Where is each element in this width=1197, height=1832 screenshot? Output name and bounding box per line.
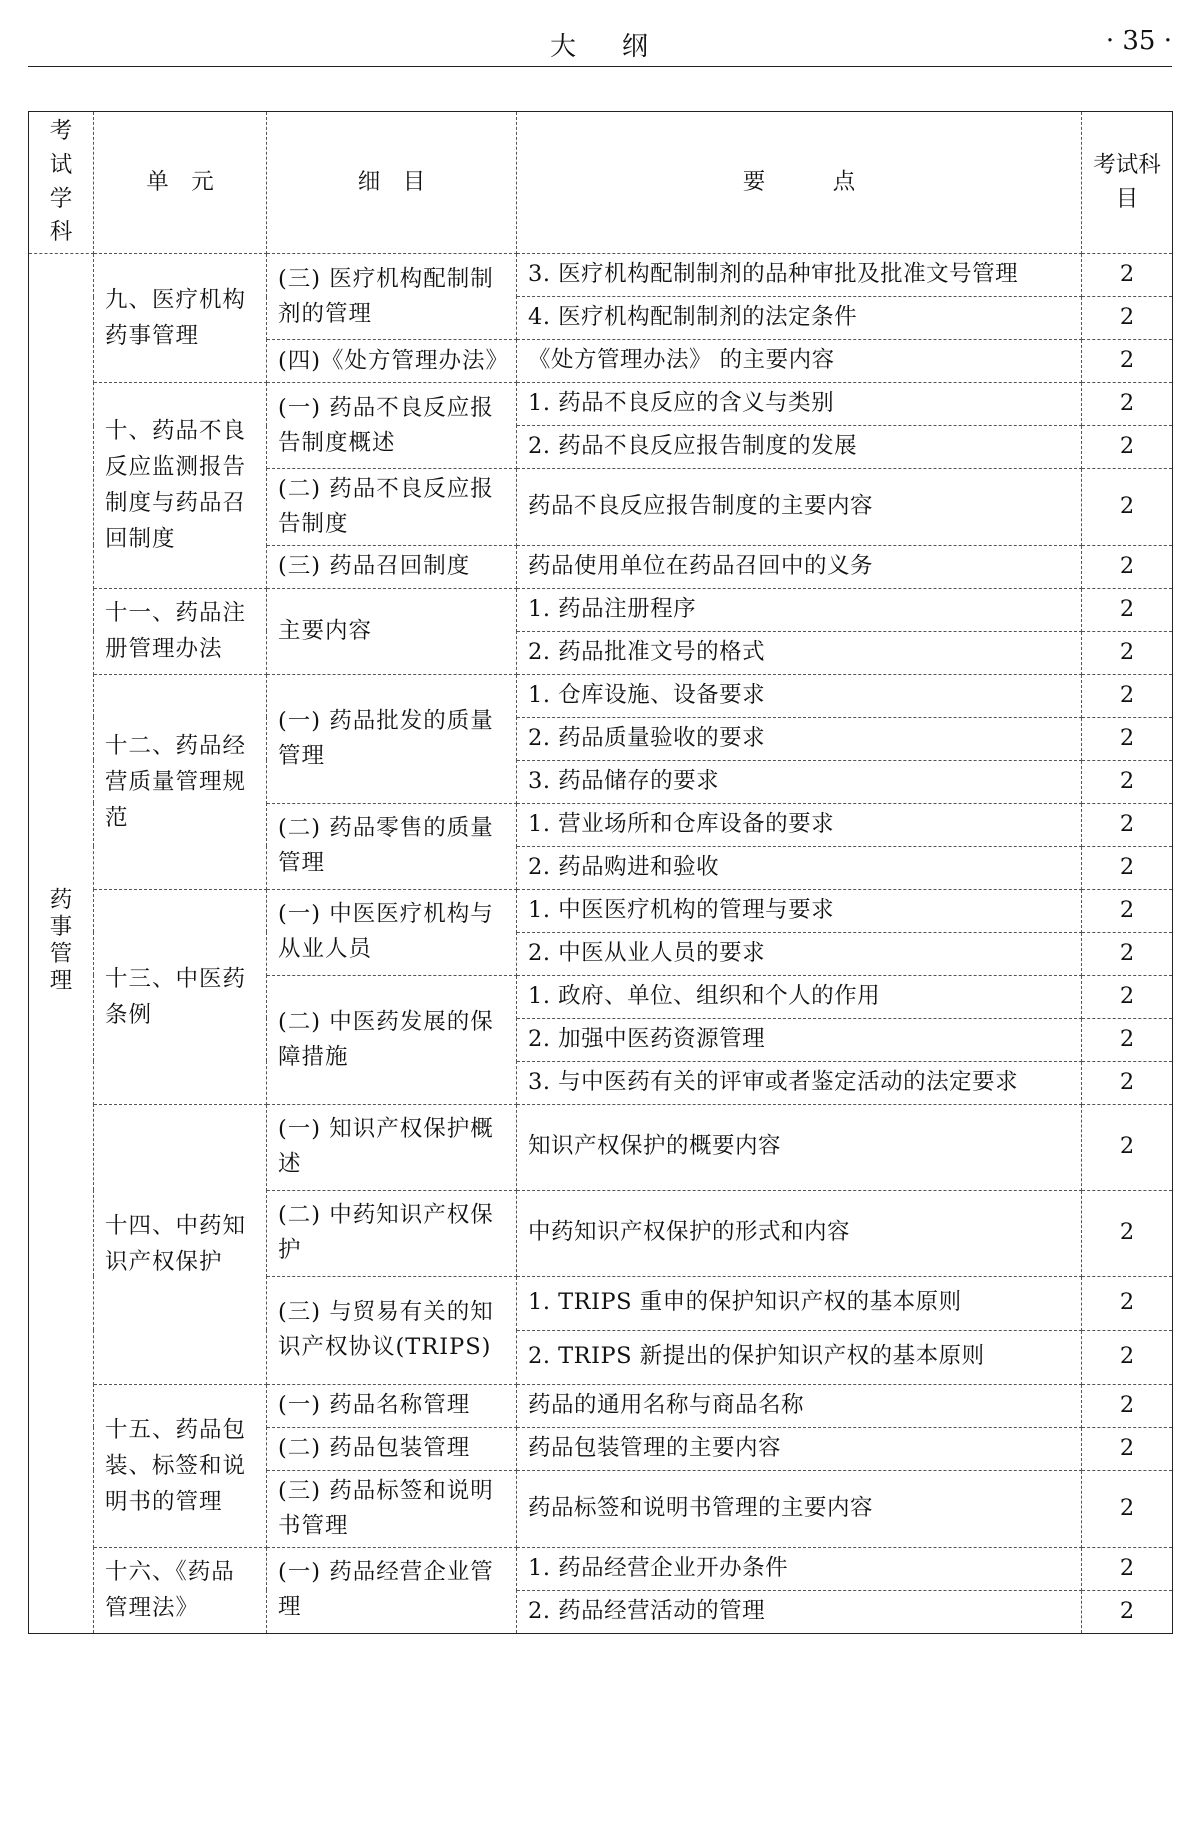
- table-row: [29, 1384, 1173, 1427]
- score-cell: 2: [1082, 1061, 1173, 1104]
- score-cell: 2: [1082, 717, 1173, 760]
- score-cell: 2: [1082, 1384, 1173, 1427]
- point-cell: 2. 药品购进和验收: [517, 846, 1082, 889]
- detail-cell: (二) 药品不良反应报告制度: [267, 469, 517, 546]
- page-header: [28, 14, 1172, 67]
- title-right: 纲: [622, 32, 651, 62]
- point-cell: 知识产权保护的概要内容: [517, 1104, 1082, 1190]
- score-cell: 2: [1082, 631, 1173, 674]
- detail-cell: (三) 药品标签和说明书管理: [267, 1470, 517, 1547]
- detail-cell: (一) 中医医疗机构与从业人员: [267, 889, 517, 975]
- score-cell: 2: [1082, 254, 1173, 297]
- detail-cell: (二) 中药知识产权保护: [267, 1190, 517, 1276]
- score-cell: 2: [1082, 588, 1173, 631]
- unit-cell: 九、医疗机构药事管理: [94, 254, 267, 383]
- unit-cell: 十二、药品经营质量管理规范: [94, 674, 267, 889]
- table-row: [29, 1104, 1173, 1190]
- table-row: [29, 383, 1173, 426]
- col-header-unit: 单 元: [94, 112, 267, 254]
- table-row: [29, 1547, 1173, 1590]
- point-cell: 4. 医疗机构配制制剂的法定条件: [517, 297, 1082, 340]
- point-cell: 中药知识产权保护的形式和内容: [517, 1190, 1082, 1276]
- score-cell: 2: [1082, 340, 1173, 383]
- point-cell: 3. 与中医药有关的评审或者鉴定活动的法定要求: [517, 1061, 1082, 1104]
- score-cell: 2: [1082, 1590, 1173, 1633]
- detail-cell: (二) 药品零售的质量管理: [267, 803, 517, 889]
- point-cell: 2. 药品质量验收的要求: [517, 717, 1082, 760]
- score-cell: 2: [1082, 975, 1173, 1018]
- title-left: 大: [549, 32, 578, 62]
- score-cell: 2: [1082, 1470, 1173, 1547]
- score-cell: 2: [1082, 469, 1173, 546]
- syllabus-table: [28, 111, 1173, 1634]
- point-cell: 2. TRIPS 新提出的保护知识产权的基本原则: [517, 1330, 1082, 1384]
- score-cell: 2: [1082, 674, 1173, 717]
- unit-cell: 十一、药品注册管理办法: [94, 588, 267, 674]
- score-cell: 2: [1082, 760, 1173, 803]
- detail-cell: (一) 知识产权保护概述: [267, 1104, 517, 1190]
- page-title: [28, 26, 1172, 63]
- table-row: [29, 588, 1173, 631]
- detail-cell: (一) 药品名称管理: [267, 1384, 517, 1427]
- point-cell: 1. 政府、单位、组织和个人的作用: [517, 975, 1082, 1018]
- point-cell: 1. TRIPS 重申的保护知识产权的基本原则: [517, 1276, 1082, 1330]
- detail-cell: (一) 药品经营企业管理: [267, 1547, 517, 1633]
- score-cell: 2: [1082, 1276, 1173, 1330]
- table-row: [29, 889, 1173, 932]
- col-header-subject: 考试学科: [29, 112, 94, 254]
- subject-cell: [29, 254, 94, 1634]
- detail-cell: (三) 药品召回制度: [267, 545, 517, 588]
- point-cell: 1. 营业场所和仓库设备的要求: [517, 803, 1082, 846]
- score-cell: 2: [1082, 383, 1173, 426]
- score-cell: 2: [1082, 426, 1173, 469]
- table-row: [29, 254, 1173, 297]
- score-cell: 2: [1082, 545, 1173, 588]
- score-cell: 2: [1082, 1018, 1173, 1061]
- point-cell: 3. 药品储存的要求: [517, 760, 1082, 803]
- col-header-point: 要 点: [517, 112, 1082, 254]
- unit-cell: 十五、药品包装、标签和说明书的管理: [94, 1384, 267, 1547]
- point-cell: 1. 药品经营企业开办条件: [517, 1547, 1082, 1590]
- detail-cell: (二) 中医药发展的保障措施: [267, 975, 517, 1104]
- point-cell: 药品的通用名称与商品名称: [517, 1384, 1082, 1427]
- unit-cell: 十三、中医药条例: [94, 889, 267, 1104]
- table-row: [29, 674, 1173, 717]
- score-cell: 2: [1082, 1104, 1173, 1190]
- detail-cell: (三) 医疗机构配制制剂的管理: [267, 254, 517, 340]
- detail-cell: (一) 药品不良反应报告制度概述: [267, 383, 517, 469]
- point-cell: 药品标签和说明书管理的主要内容: [517, 1470, 1082, 1547]
- unit-cell: 十六、《药品管理法》: [94, 1547, 267, 1633]
- unit-cell: 十、药品不良反应监测报告制度与药品召回制度: [94, 383, 267, 589]
- point-cell: 1. 药品不良反应的含义与类别: [517, 383, 1082, 426]
- page-number: · 35 ·: [1105, 26, 1172, 56]
- detail-cell: (四)《处方管理办法》: [267, 340, 517, 383]
- unit-cell: 十四、中药知识产权保护: [94, 1104, 267, 1384]
- point-cell: 1. 中医医疗机构的管理与要求: [517, 889, 1082, 932]
- score-cell: 2: [1082, 932, 1173, 975]
- score-cell: 2: [1082, 1547, 1173, 1590]
- score-cell: 2: [1082, 1330, 1173, 1384]
- detail-cell: (一) 药品批发的质量管理: [267, 674, 517, 803]
- point-cell: 2. 中医从业人员的要求: [517, 932, 1082, 975]
- score-cell: 2: [1082, 297, 1173, 340]
- point-cell: 2. 加强中医药资源管理: [517, 1018, 1082, 1061]
- detail-cell: (二) 药品包装管理: [267, 1427, 517, 1470]
- point-cell: 1. 药品注册程序: [517, 588, 1082, 631]
- score-cell: 2: [1082, 846, 1173, 889]
- point-cell: 药品不良反应报告制度的主要内容: [517, 469, 1082, 546]
- score-cell: 2: [1082, 889, 1173, 932]
- col-header-detail: 细 目: [267, 112, 517, 254]
- point-cell: 2. 药品不良反应报告制度的发展: [517, 426, 1082, 469]
- point-cell: 1. 仓库设施、设备要求: [517, 674, 1082, 717]
- score-cell: 2: [1082, 1190, 1173, 1276]
- point-cell: 2. 药品经营活动的管理: [517, 1590, 1082, 1633]
- point-cell: 2. 药品批准文号的格式: [517, 631, 1082, 674]
- detail-cell: (三) 与贸易有关的知识产权协议(TRIPS): [267, 1276, 517, 1384]
- score-cell: 2: [1082, 803, 1173, 846]
- point-cell: 3. 医疗机构配制制剂的品种审批及批准文号管理: [517, 254, 1082, 297]
- col-header-score: 考试科目: [1082, 112, 1173, 254]
- subject-label: 药事管理: [49, 887, 73, 995]
- score-cell: 2: [1082, 1427, 1173, 1470]
- table-header-row: [29, 112, 1173, 254]
- point-cell: 药品包装管理的主要内容: [517, 1427, 1082, 1470]
- detail-cell: 主要内容: [267, 588, 517, 674]
- point-cell: 药品使用单位在药品召回中的义务: [517, 545, 1082, 588]
- point-cell: 《处方管理办法》 的主要内容: [517, 340, 1082, 383]
